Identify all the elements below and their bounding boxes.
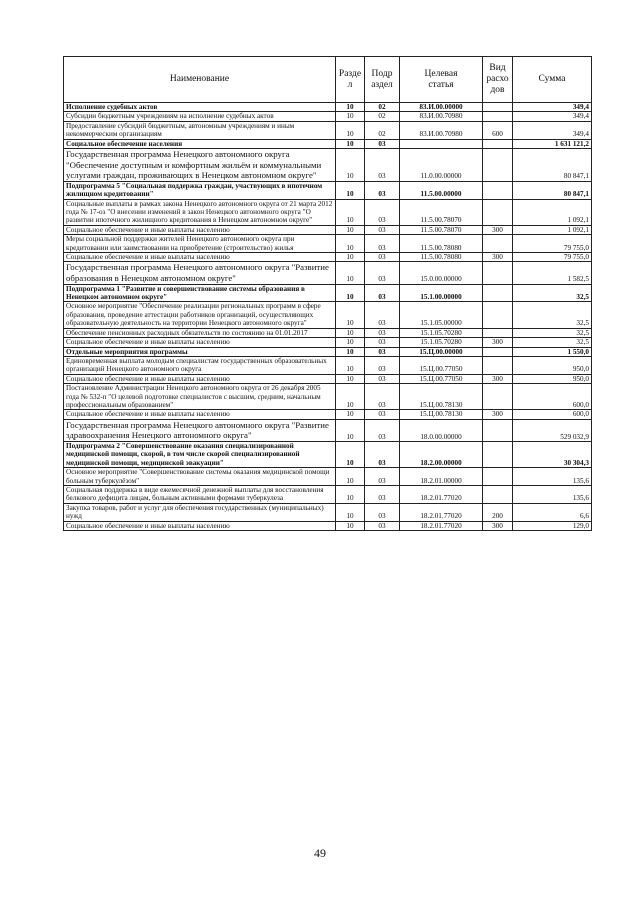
cell-exp-type <box>483 284 513 302</box>
cell-amount: 1 550,0 <box>513 347 592 356</box>
cell-section: 10 <box>336 302 365 328</box>
cell-subsection: 03 <box>365 302 400 328</box>
cell-section: 10 <box>336 374 365 383</box>
cell-name: Подпрограмма 1 "Развитие и совершенствование системы образования в Ненецком автономном округе" <box>64 284 336 302</box>
cell-exp-type <box>483 328 513 337</box>
cell-target: 15.Ц.00.78130 <box>400 384 483 410</box>
table-row <box>64 225 592 234</box>
cell-section: 10 <box>336 199 365 225</box>
table-row <box>64 419 592 441</box>
cell-subsection: 03 <box>365 503 400 521</box>
budget-table-sheet <box>63 56 591 531</box>
cell-target: 11.5.00.78080 <box>400 235 483 253</box>
cell-target: 83.И.00.70980 <box>400 112 483 121</box>
cell-amount: 529 032,9 <box>513 419 592 441</box>
cell-amount: 32,5 <box>513 284 592 302</box>
header-section: Разде л <box>336 57 365 103</box>
header-target: Целевая статья <box>400 57 483 103</box>
table-row <box>64 139 592 148</box>
cell-amount: 600,0 <box>513 410 592 419</box>
cell-subsection: 03 <box>365 441 400 467</box>
cell-exp-type <box>483 235 513 253</box>
table-row <box>64 338 592 347</box>
cell-exp-type <box>483 468 513 486</box>
cell-subsection: 03 <box>365 284 400 302</box>
table-row <box>64 149 592 182</box>
cell-exp-type <box>483 112 513 121</box>
cell-target: 11.5.00.78070 <box>400 225 483 234</box>
cell-name: Единовременная выплата молодым специалистам государственных образовательных организаций Ненецкого автономного округа <box>64 356 336 374</box>
cell-target: 15.1.05.00000 <box>400 302 483 328</box>
cell-section: 10 <box>336 262 365 284</box>
cell-amount: 129,0 <box>513 521 592 530</box>
cell-exp-type <box>483 139 513 148</box>
table-row <box>64 347 592 356</box>
header-subsection: Подр аздел <box>365 57 400 103</box>
cell-section: 10 <box>336 356 365 374</box>
cell-subsection: 03 <box>365 410 400 419</box>
cell-exp-type: 300 <box>483 338 513 347</box>
cell-target: 18.2.01.77020 <box>400 485 483 503</box>
cell-exp-type <box>483 485 513 503</box>
cell-subsection: 03 <box>365 521 400 530</box>
table-row <box>64 374 592 383</box>
cell-target: 15.Ц.00.77050 <box>400 374 483 383</box>
cell-section: 10 <box>336 503 365 521</box>
cell-target: 18.2.00.00000 <box>400 441 483 467</box>
cell-subsection: 03 <box>365 356 400 374</box>
cell-amount: 349,4 <box>513 121 592 139</box>
header-amount: Сумма <box>513 57 592 103</box>
header-exp-type: Вид расхо дов <box>483 57 513 103</box>
cell-subsection: 03 <box>365 199 400 225</box>
table-row <box>64 284 592 302</box>
cell-subsection: 03 <box>365 347 400 356</box>
table-row <box>64 253 592 262</box>
cell-section: 10 <box>336 225 365 234</box>
cell-target: 11.5.00.78070 <box>400 199 483 225</box>
cell-name: Закупка товаров, работ и услуг для обеспечения государственных (муниципальных) нужд <box>64 503 336 521</box>
cell-name: Социальное обеспечение и иные выплаты населению <box>64 521 336 530</box>
cell-name: Подпрограмма 5 "Социальная поддержка граждан, участвующих в ипотечном жилищном кредитовании" <box>64 181 336 199</box>
cell-exp-type <box>483 199 513 225</box>
cell-section: 10 <box>336 253 365 262</box>
table-row <box>64 181 592 199</box>
cell-section: 10 <box>336 468 365 486</box>
cell-exp-type <box>483 356 513 374</box>
cell-subsection: 03 <box>365 253 400 262</box>
cell-section: 10 <box>336 235 365 253</box>
cell-exp-type <box>483 302 513 328</box>
table-row <box>64 503 592 521</box>
cell-section: 10 <box>336 410 365 419</box>
header-name: Наименование <box>64 57 336 103</box>
cell-target: 15.1.05.70280 <box>400 338 483 347</box>
table-row <box>64 328 592 337</box>
table-row <box>64 441 592 467</box>
cell-exp-type <box>483 419 513 441</box>
table-row <box>64 112 592 121</box>
cell-name: Основное мероприятие "Совершенствование системы оказания медицинской помощи больным туберкулёзом" <box>64 468 336 486</box>
cell-amount: 349,4 <box>513 112 592 121</box>
cell-amount: 6,6 <box>513 503 592 521</box>
cell-section: 10 <box>336 149 365 182</box>
cell-subsection: 03 <box>365 262 400 284</box>
cell-exp-type: 300 <box>483 225 513 234</box>
cell-amount: 950,0 <box>513 374 592 383</box>
cell-target: 11.5.00.78080 <box>400 253 483 262</box>
cell-target: 11.0.00.00000 <box>400 149 483 182</box>
cell-subsection: 03 <box>365 374 400 383</box>
cell-subsection: 02 <box>365 112 400 121</box>
cell-name: Обеспечение пенсионных расходных обязательств по состоянию на 01.01.2017 <box>64 328 336 337</box>
cell-name: Постановление Администрации Ненецкого автономного округа от 26 декабря 2005 года № 532-п "О целевой подготовке специалистов с высшим, средним, начальным профессиональным образованием" <box>64 384 336 410</box>
cell-target: 18.2.01.00000 <box>400 468 483 486</box>
cell-exp-type <box>483 384 513 410</box>
cell-exp-type <box>483 347 513 356</box>
cell-name: Предоставление субсидий бюджетным, автономным учреждениям и иным некоммерческим организациям <box>64 121 336 139</box>
cell-subsection: 03 <box>365 328 400 337</box>
cell-amount: 135,6 <box>513 468 592 486</box>
cell-target: 15.Ц.00.00000 <box>400 347 483 356</box>
cell-amount: 32,5 <box>513 338 592 347</box>
table-row <box>64 468 592 486</box>
cell-target: 11.5.00.00000 <box>400 181 483 199</box>
table-row <box>64 262 592 284</box>
cell-subsection: 03 <box>365 235 400 253</box>
cell-target: 18.0.00.00000 <box>400 419 483 441</box>
cell-name: Социальное обеспечение и иные выплаты населению <box>64 374 336 383</box>
cell-subsection: 03 <box>365 384 400 410</box>
cell-section: 10 <box>336 521 365 530</box>
cell-amount: 79 755,0 <box>513 235 592 253</box>
cell-exp-type: 300 <box>483 374 513 383</box>
cell-section: 10 <box>336 103 365 112</box>
page-number: 49 <box>314 846 326 860</box>
table-row <box>64 121 592 139</box>
header-row <box>64 57 592 103</box>
table-row <box>64 384 592 410</box>
cell-target: 18.2.01.77020 <box>400 503 483 521</box>
cell-amount: 600,0 <box>513 384 592 410</box>
cell-name: Субсидии бюджетным учреждениям на исполнение судебных актов <box>64 112 336 121</box>
cell-target: 18.2.01.77020 <box>400 521 483 530</box>
cell-amount: 349,4 <box>513 103 592 112</box>
cell-section: 10 <box>336 419 365 441</box>
table-row <box>64 103 592 112</box>
table-row <box>64 356 592 374</box>
cell-exp-type: 300 <box>483 521 513 530</box>
cell-name: Исполнение судебных актов <box>64 103 336 112</box>
cell-target: 15.Ц.00.77050 <box>400 356 483 374</box>
cell-section: 10 <box>336 284 365 302</box>
cell-exp-type <box>483 441 513 467</box>
cell-name: Отдельные мероприятия программы <box>64 347 336 356</box>
cell-name: Государственная программа Ненецкого автономного округа "Обеспечение доступным и комфортным жильём и коммунальными услугами граждан, проживающих в Ненецком автономном округе" <box>64 149 336 182</box>
table-row <box>64 199 592 225</box>
table-row <box>64 410 592 419</box>
cell-exp-type: 300 <box>483 253 513 262</box>
cell-name: Подпрограмма 2 "Совершенствование оказания специализированной медицинской помощи, скорой, в том числе скорой специализированной медицинской помощи, медицинской эвакуации" <box>64 441 336 467</box>
cell-name: Государственная программа Ненецкого автономного округа "Развитие образования в Ненецком автономном округе" <box>64 262 336 284</box>
cell-amount: 80 847,1 <box>513 181 592 199</box>
cell-section: 10 <box>336 328 365 337</box>
cell-exp-type: 200 <box>483 503 513 521</box>
cell-name: Социальное обеспечение населения <box>64 139 336 148</box>
cell-section: 10 <box>336 384 365 410</box>
cell-exp-type: 300 <box>483 410 513 419</box>
cell-amount: 30 304,3 <box>513 441 592 467</box>
cell-subsection: 03 <box>365 225 400 234</box>
cell-name: Государственная программа Ненецкого автономного округа "Развитие здравоохранения Ненецкого автономного округа" <box>64 419 336 441</box>
cell-section: 10 <box>336 338 365 347</box>
cell-amount: 1 582,5 <box>513 262 592 284</box>
cell-amount: 1 631 121,2 <box>513 139 592 148</box>
cell-target: 15.0.00.00000 <box>400 262 483 284</box>
cell-exp-type <box>483 262 513 284</box>
cell-exp-type <box>483 181 513 199</box>
cell-amount: 135,6 <box>513 485 592 503</box>
cell-target: 15.1.05.70280 <box>400 328 483 337</box>
cell-amount: 950,0 <box>513 356 592 374</box>
cell-section: 10 <box>336 139 365 148</box>
cell-subsection: 03 <box>365 485 400 503</box>
cell-amount: 79 755,0 <box>513 253 592 262</box>
cell-name: Социальные выплаты в рамках закона Ненецкого автономного округа от 21 марта 2012 года № 17-оз "О внесении изменений в закон Ненецкого автономного округа "О развитии ипотечного жилищного кредитования в Ненецком автономном округе" <box>64 199 336 225</box>
cell-name: Основное мероприятие "Обеспечение реализации региональных программ в сфере образования, проведение аттестации работников организаций, осуществляющих образовательную деятельность на территории Ненецкого автономного округа" <box>64 302 336 328</box>
cell-amount: 80 847,1 <box>513 149 592 182</box>
cell-exp-type: 600 <box>483 121 513 139</box>
cell-name: Социальное обеспечение и иные выплаты населению <box>64 253 336 262</box>
table-row <box>64 302 592 328</box>
cell-subsection: 03 <box>365 419 400 441</box>
cell-amount: 32,5 <box>513 302 592 328</box>
cell-target: 15.1.00.00000 <box>400 284 483 302</box>
cell-name: Социальная поддержка в виде ежемесячной денежной выплаты для восстановления белкового дефицита лицам, больным активными формами туберкулеза <box>64 485 336 503</box>
table-row <box>64 521 592 530</box>
cell-subsection: 03 <box>365 181 400 199</box>
cell-subsection: 03 <box>365 149 400 182</box>
cell-subsection: 02 <box>365 121 400 139</box>
cell-name: Социальное обеспечение и иные выплаты населению <box>64 410 336 419</box>
cell-target: 83.И.00.70980 <box>400 121 483 139</box>
cell-section: 10 <box>336 121 365 139</box>
cell-subsection: 03 <box>365 139 400 148</box>
cell-section: 10 <box>336 441 365 467</box>
cell-exp-type <box>483 103 513 112</box>
cell-target <box>400 139 483 148</box>
table-row <box>64 485 592 503</box>
cell-section: 10 <box>336 347 365 356</box>
cell-exp-type <box>483 149 513 182</box>
cell-amount: 32,5 <box>513 328 592 337</box>
cell-name: Меры социальной поддержки жителей Ненецкого автономного округа при кредитовании или заимствовании на приобретение (строительство) жилья <box>64 235 336 253</box>
cell-target: 15.Ц.00.78130 <box>400 410 483 419</box>
cell-subsection: 02 <box>365 103 400 112</box>
table-row <box>64 235 592 253</box>
cell-target: 83.И.00.00000 <box>400 103 483 112</box>
budget-table <box>63 56 592 531</box>
cell-subsection: 03 <box>365 338 400 347</box>
cell-section: 10 <box>336 181 365 199</box>
cell-section: 10 <box>336 485 365 503</box>
cell-name: Социальное обеспечение и иные выплаты населению <box>64 225 336 234</box>
table-body <box>64 103 592 531</box>
cell-subsection: 03 <box>365 468 400 486</box>
cell-section: 10 <box>336 112 365 121</box>
cell-name: Социальное обеспечение и иные выплаты населению <box>64 338 336 347</box>
cell-amount: 1 092,1 <box>513 225 592 234</box>
cell-amount: 1 092,1 <box>513 199 592 225</box>
